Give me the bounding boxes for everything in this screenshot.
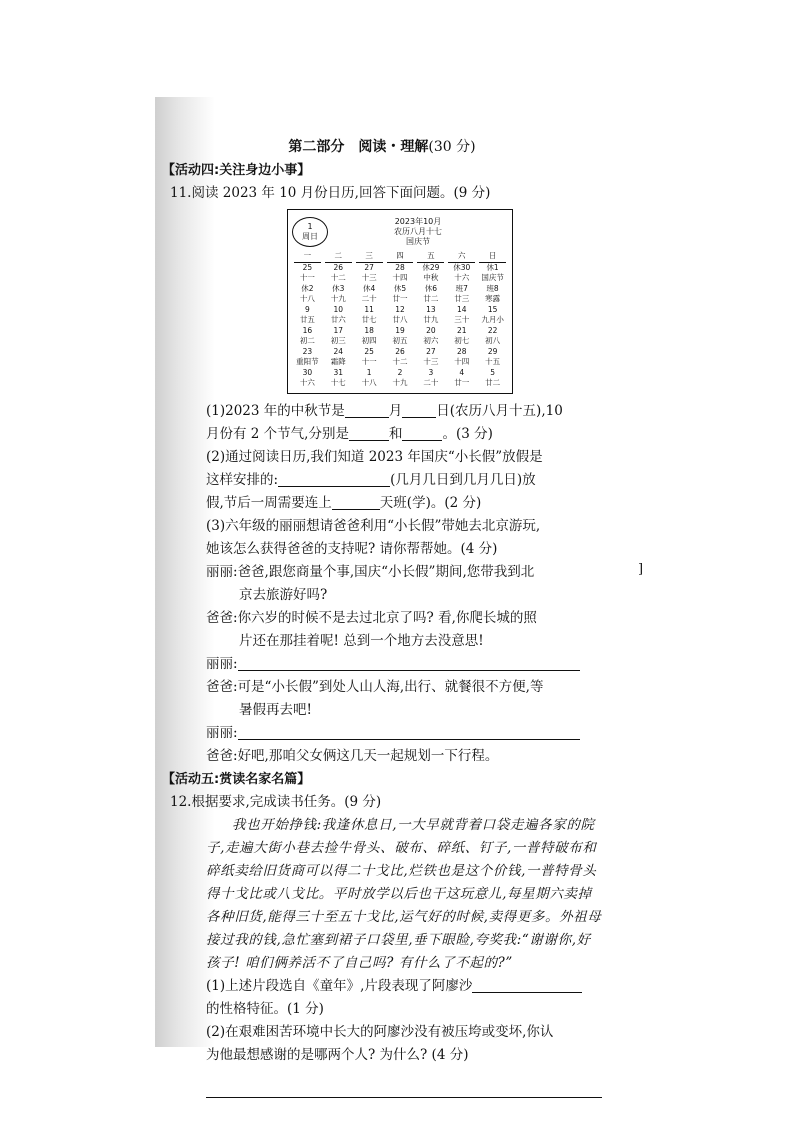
weekday-label: 五 (417, 251, 444, 263)
calendar-cell: 廿九 (423, 315, 439, 324)
calendar-cell: 休5 (393, 283, 407, 293)
dialog-line: 京去旅游好吗? (239, 586, 328, 603)
dialog-speaker: 丽丽: (206, 655, 238, 672)
q11-sub2-line2 (206, 469, 602, 492)
calendar-cell: 十五 (485, 357, 501, 366)
calendar-cell: 10 (333, 304, 344, 314)
calendar-cell: 十四 (454, 357, 470, 366)
dialog-speaker: 爸爸: (206, 747, 238, 764)
dialog-speaker: 丽丽: (206, 563, 238, 580)
calendar-cell: 16 (302, 325, 313, 335)
calendar-info (328, 217, 508, 247)
q11-sub3-line2: 她该怎么获得爸爸的支持呢? 请你帮帮她。(4 分) (206, 540, 498, 557)
calendar-cell: 休1 (486, 262, 499, 272)
dialog-line: 你六岁的时候不是去过北京了吗? 看,你爬长城的照 (237, 609, 537, 626)
calendar-cell: 十一 (299, 273, 315, 282)
calendar-cell: 26 (333, 262, 344, 272)
calendar-cell: 廿六 (330, 315, 346, 324)
margin-mark: ] (638, 562, 644, 577)
q12-sub1 (206, 975, 602, 998)
q12-sub1-text: (1)上述片段选自《童年》,片段表现了阿廖沙 (206, 977, 473, 994)
calendar-cell: 13 (426, 304, 436, 314)
calendar-cell: 休3 (332, 283, 345, 293)
calendar-cell: 初二 (299, 336, 315, 345)
calendar-cell: 28 (456, 346, 467, 356)
calendar-cell: 26 (395, 346, 405, 356)
calendar-cell: 十四 (392, 273, 408, 282)
q11-sub1-score: 。(3 分) (442, 425, 493, 442)
calendar-cell: 十九 (392, 378, 408, 387)
calendar-row (292, 284, 508, 295)
answer-blank-dates[interactable] (278, 470, 390, 487)
dialog-turn (206, 607, 602, 630)
calendar-cell: 十二 (392, 357, 408, 366)
calendar-cell: 廿八 (392, 315, 408, 324)
answer-blank-workdays[interactable] (332, 493, 380, 510)
calendar-cell: 十一 (361, 357, 377, 366)
calendar-cell: 十八 (299, 294, 315, 303)
q12-sub2: (2)在艰难困苦环境中长大的阿廖沙没有被压垮或变坏,你认 (206, 1023, 554, 1040)
calendar-cell: 廿二 (485, 378, 501, 387)
calendar-cell: 休29 (422, 262, 440, 272)
calendar-cell: 廿二 (423, 294, 439, 303)
calendar-cell: 2 (397, 367, 403, 377)
calendar-row (292, 357, 508, 368)
answer-blank-day[interactable] (402, 401, 436, 418)
dialog-turn (206, 722, 602, 745)
q11-sub1-and: 和 (388, 425, 403, 442)
calendar-october-2023 (287, 209, 513, 394)
calendar-cell: 十三 (361, 273, 377, 282)
calendar-cell: 27 (364, 262, 374, 272)
calendar-cell: 14 (456, 304, 467, 314)
reading-passage: 我也开始挣钱:我逢休息日,一大早就背着口袋走遍各家的院子,走遍大街小巷去捡牛骨头、破布、碎纸、钉子,一普特破布和碎纸卖给旧货商可以得二十戈比,烂铁也是这个价钱,一普特骨头得十戈比或八戈比。平时放学以后也干这玩意儿,每星期六卖掉各种旧货,能得三十至五十戈比,运气好的时候,卖得更多。外祖母接过我的钱,急忙塞到裙子口袋里,垂下眼睑,夸奖我:“谢谢你,好孩子! 咱们俩养活不了自己吗? 有什么了不起的?” (206, 816, 602, 971)
calendar-cell: 休2 (301, 283, 314, 293)
q11-sub1-line2 (206, 423, 602, 446)
dialog (206, 561, 602, 768)
calendar-cell: 15 (487, 304, 498, 314)
weekday-label: 日 (479, 251, 506, 263)
calendar-cell: 28 (395, 262, 405, 272)
dialog-turn (206, 653, 602, 676)
answer-blank-month[interactable] (345, 401, 389, 418)
calendar-cell: 初三 (330, 336, 346, 345)
calendar-cell: 十三 (423, 357, 439, 366)
calendar-cell: 二十 (423, 378, 439, 387)
part-title-text: 第二部分 阅读・理解 (288, 139, 429, 155)
q11-sub2-workdays: 假,节后一周需要连上 (206, 494, 332, 511)
q11-sub1-terms: 月份有 2 个节气,分别是 (206, 425, 349, 442)
calendar-cell: 27 (426, 346, 436, 356)
dialog-turn (206, 676, 602, 699)
calendar-cell: 廿一 (454, 378, 470, 387)
calendar-grid (292, 263, 508, 389)
calendar-month: 2023年10月 (394, 217, 442, 226)
calendar-cell: 九月小 (481, 315, 504, 324)
calendar-cell: 十六 (454, 273, 470, 282)
dialog-speaker: 丽丽: (206, 724, 238, 741)
q11-sub1-tail: 日(农历八月十五),10 (436, 402, 563, 419)
calendar-cell: 霜降 (330, 357, 346, 366)
calendar-cell: 9 (305, 304, 310, 314)
calendar-cell: 十七 (330, 378, 346, 387)
calendar-cell: 初五 (392, 336, 408, 345)
calendar-cell: 17 (333, 325, 344, 335)
calendar-cell: 廿三 (454, 294, 470, 303)
dialog-line: 爸爸,跟您商量个事,国庆“小长假”期间,您带我到北 (237, 563, 535, 580)
calendar-cell: 30 (302, 367, 313, 377)
calendar-cell: 三十 (454, 315, 470, 324)
calendar-cell: 廿五 (299, 315, 315, 324)
weekday-label: 六 (448, 251, 475, 263)
answer-blank-dialog[interactable] (238, 723, 580, 740)
calendar-holiday: 国庆节 (406, 237, 430, 246)
dialog-line: 可是“小长假”到处人山人海,出行、就餐很不方便,等 (237, 678, 544, 695)
calendar-cell: 23 (302, 346, 313, 356)
exam-page (162, 132, 602, 1098)
answer-blank-dialog[interactable] (238, 654, 580, 671)
part-title (162, 136, 602, 159)
badge-label: 周日 (302, 232, 318, 241)
dialog-turn (206, 745, 602, 768)
calendar-cell: 31 (333, 367, 344, 377)
calendar-cell: 重阳节 (296, 357, 319, 366)
calendar-lunar-date: 农历八月十七 (394, 227, 442, 236)
activity-5-heading: 【活动五:赏读名家名篇】 (162, 771, 311, 787)
calendar-row (292, 294, 508, 305)
calendar-row (292, 315, 508, 326)
calendar-cell: 十九 (330, 294, 346, 303)
q12-sub2-line2: 为他最想感谢的是哪两个人? 为什么? (4 分) (206, 1046, 469, 1063)
q11-sub2: (2)通过阅读日历,我们知道 2023 年国庆“小长假”放假是 (206, 448, 543, 465)
part-points: (30 分) (428, 139, 476, 155)
calendar-weekday-row (292, 251, 508, 263)
weekday-label: 二 (325, 251, 352, 263)
weekday-label: 三 (356, 251, 383, 263)
q12-sub1-line2: 的性格特征。(1 分) (206, 1000, 324, 1017)
calendar-cell: 24 (333, 346, 344, 356)
calendar-date-badge (292, 217, 328, 247)
calendar-cell: 3 (428, 367, 434, 377)
calendar-row (292, 336, 508, 347)
calendar-cell: 休6 (424, 283, 437, 293)
calendar-cell: 20 (426, 325, 436, 335)
calendar-cell: 29 (487, 346, 498, 356)
q11-sub2-score: 天班(学)。(2 分) (379, 494, 482, 511)
calendar-header (292, 213, 508, 251)
calendar-row (292, 263, 508, 274)
calendar-cell: 十六 (299, 378, 315, 387)
question-11-stem: 11.阅读 2023 年 10 月份日历,回答下面问题。(9 分) (170, 185, 491, 201)
q11-sub1 (206, 400, 602, 423)
calendar-cell: 初八 (485, 336, 501, 345)
q11-sub3: (3)六年级的丽丽想请爸爸利用“小长假”带她去北京游玩, (206, 517, 541, 534)
calendar-cell: 4 (459, 367, 465, 377)
calendar-row (292, 378, 508, 389)
weekday-label: 一 (294, 251, 321, 263)
calendar-cell: 5 (490, 367, 495, 377)
answer-blank-term1[interactable] (349, 424, 389, 441)
weekday-label: 四 (387, 251, 414, 263)
dialog-turn (206, 561, 602, 584)
calendar-cell: 休30 (453, 262, 471, 272)
answer-blank-term2[interactable] (402, 424, 442, 441)
calendar-cell: 寒露 (485, 294, 501, 303)
calendar-cell: 廿七 (361, 315, 377, 324)
q11-sub2-line3 (206, 492, 602, 515)
calendar-cell: 国庆节 (481, 273, 504, 282)
answer-blank-trait[interactable] (472, 976, 582, 993)
calendar-row (292, 305, 508, 316)
calendar-cell: 廿一 (392, 294, 408, 303)
calendar-cell: 25 (364, 346, 374, 356)
calendar-cell: 班7 (455, 283, 468, 293)
dialog-speaker: 爸爸: (206, 609, 238, 626)
dialog-line: 片还在那挂着呢! 总到一个地方去没意思! (239, 632, 484, 649)
calendar-cell: 22 (487, 325, 498, 335)
dialog-line: 好吧,那咱父女俩这几天一起规划一下行程。 (237, 747, 499, 764)
q11-sub1-month: 月 (388, 402, 403, 419)
activity-4-heading: 【活动四:关注身边小事】 (162, 163, 311, 178)
calendar-row (292, 347, 508, 358)
calendar-cell: 1 (366, 367, 372, 377)
calendar-row (292, 326, 508, 337)
calendar-cell: 十二 (330, 273, 346, 282)
calendar-cell: 中秋 (423, 273, 439, 282)
q11-sub2-hint: (几月几日到几月几日)放 (390, 471, 536, 488)
calendar-cell: 初七 (454, 336, 470, 345)
calendar-cell: 25 (302, 262, 313, 272)
calendar-row (292, 368, 508, 379)
dialog-line: 暑假再去吧! (239, 701, 312, 718)
calendar-cell: 21 (456, 325, 467, 335)
calendar-cell: 初四 (361, 336, 377, 345)
answer-line-q12-2[interactable] (206, 1075, 602, 1098)
calendar-cell: 11 (364, 304, 374, 314)
dialog-speaker: 爸爸: (206, 678, 238, 695)
calendar-cell: 休4 (363, 283, 376, 293)
calendar-cell: 班8 (486, 283, 499, 293)
calendar-cell: 19 (395, 325, 405, 335)
calendar-cell: 18 (364, 325, 374, 335)
calendar-cell: 二十 (361, 294, 377, 303)
badge-day: 1 (307, 222, 313, 231)
calendar-cell: 十八 (361, 378, 377, 387)
calendar-row (292, 273, 508, 284)
calendar-cell: 初六 (423, 336, 439, 345)
calendar-cell: 12 (395, 304, 405, 314)
q11-sub2-text: 这样安排的: (206, 471, 279, 488)
q11-sub1-text: (1)2023 年的中秋节是 (206, 402, 345, 419)
question-12-stem: 12.根据要求,完成读书任务。(9 分) (170, 793, 382, 810)
